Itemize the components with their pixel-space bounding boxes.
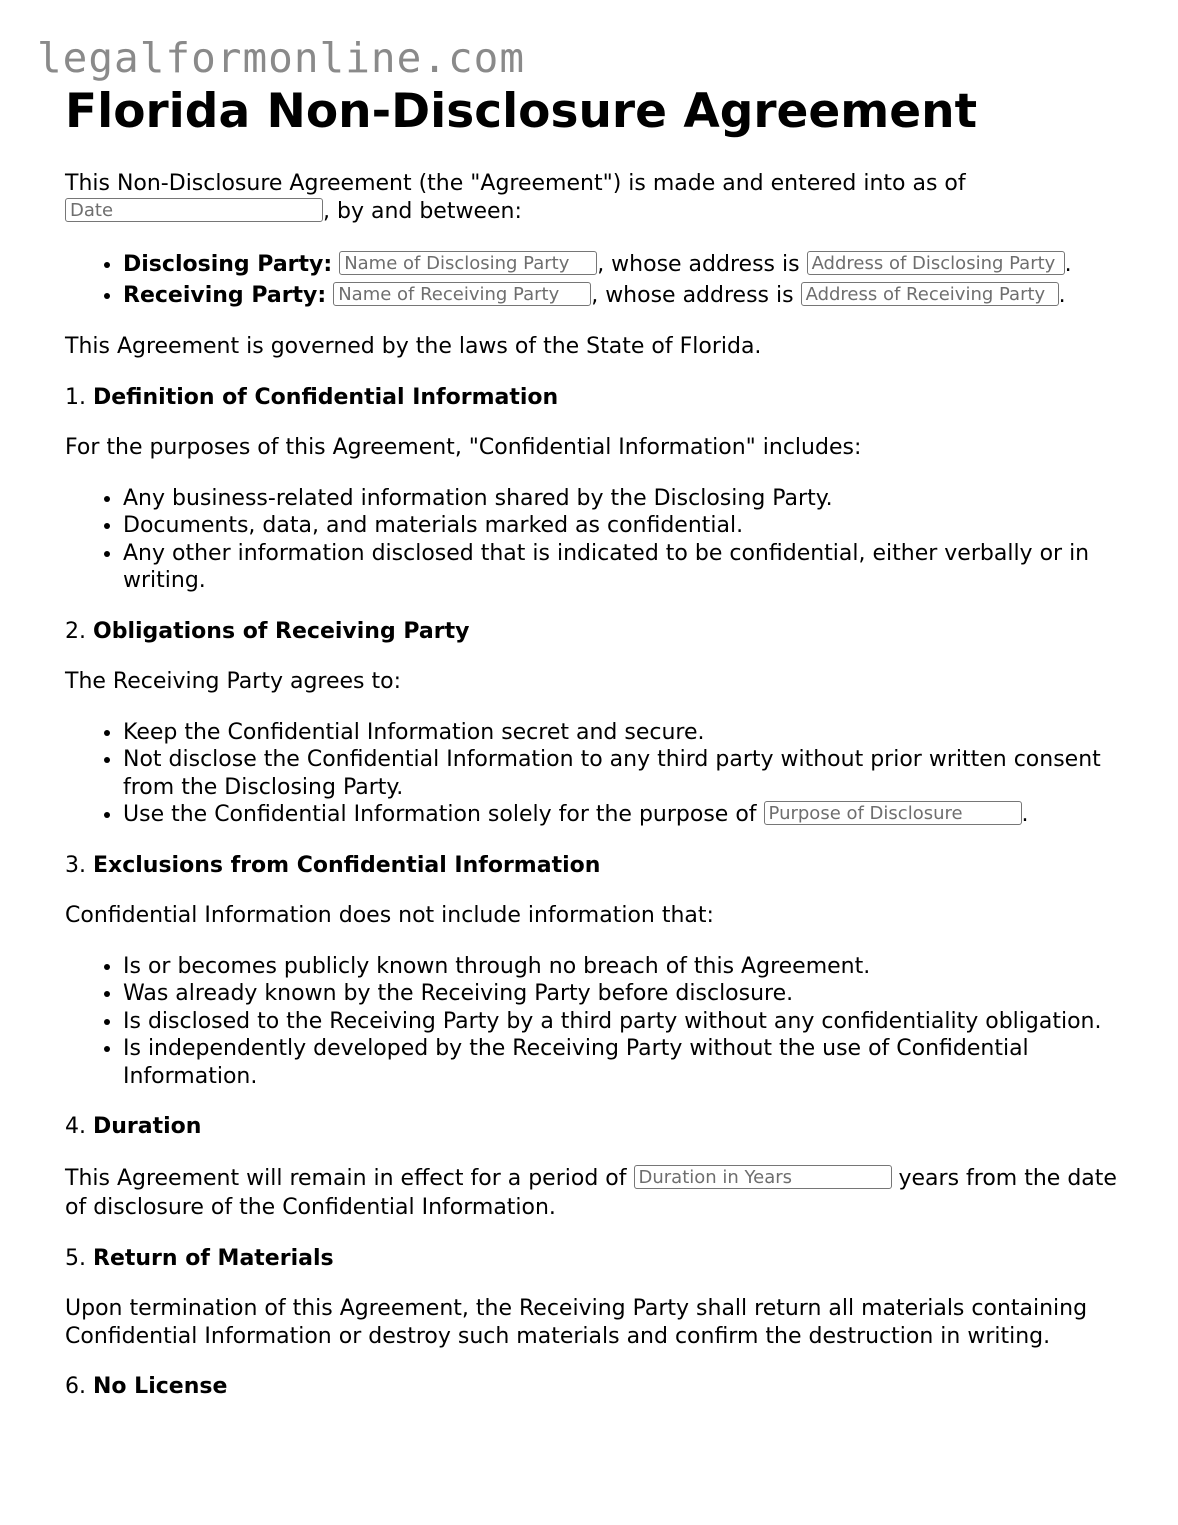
punctuation: . — [1058, 283, 1066, 308]
purpose-text: Use the Confidential Information solely for the purpose of — [123, 802, 757, 827]
watermark: legalformonline.com — [37, 34, 525, 82]
section-2-heading — [65, 618, 1125, 646]
governing-law: This Agreement is governed by the laws of the State of Florida. — [65, 334, 762, 359]
section-2-body: The Receiving Party agrees to: — [65, 669, 401, 694]
disclosing-party-label: Disclosing Party: — [123, 252, 333, 277]
receiving-party-label: Receiving Party: — [123, 283, 327, 308]
duration-in-years-field[interactable]: Duration in Years — [634, 1165, 892, 1189]
list-item — [123, 280, 1125, 311]
section-number: 5. — [65, 1245, 86, 1271]
list-item: • Any business-related information shared by the Disclosing Party. — [123, 485, 1125, 513]
intro-text: This Non-Disclosure Agreement (the "Agreement") is made and entered into as of — [65, 171, 966, 196]
section-3-heading — [65, 852, 1125, 880]
section-5-heading — [65, 1245, 1125, 1273]
address-connector: , whose address is — [597, 252, 800, 277]
list-item — [123, 249, 1125, 280]
page-title: Florida Non-Disclosure Agreement — [65, 84, 978, 139]
section-4-body — [65, 1164, 1125, 1222]
receiving-party-address-field[interactable]: Address of Receiving Party — [801, 282, 1059, 306]
section-1-body: For the purposes of this Agreement, "Confidential Information" includes: — [65, 435, 862, 460]
section-1-heading — [65, 384, 1125, 412]
section-title: Obligations of Receiving Party — [93, 618, 470, 644]
list-item: • Documents, data, and materials marked as confidential. — [123, 512, 1125, 540]
address-connector: , whose address is — [591, 283, 794, 308]
duration-text: This Agreement will remain in effect for a period of — [65, 1165, 627, 1191]
section-3-body: Confidential Information does not include information that: — [65, 903, 714, 928]
disclosing-party-address-field[interactable]: Address of Disclosing Party — [807, 251, 1065, 275]
list-item: • Not disclose the Confidential Information to any third party without prior written consent from the Disclosing Party. — [123, 746, 1125, 801]
section-title: Duration — [93, 1114, 202, 1139]
punctuation: . — [1021, 802, 1029, 827]
section-number: 1. — [65, 384, 86, 410]
document-body — [65, 84, 1125, 1401]
section-6-heading — [65, 1373, 1125, 1401]
section-5-body: Upon termination of this Agreement, the Receiving Party shall return all materials containing Confidential Information or destroy such materials and confirm the destruction in writing. — [65, 1296, 1088, 1349]
punctuation: . — [1064, 252, 1072, 277]
disclosing-party-name-field[interactable]: Name of Disclosing Party — [339, 251, 597, 275]
date-field[interactable]: Date — [65, 198, 323, 222]
intro-suffix: , by and between: — [323, 198, 522, 224]
list-item: • Is or becomes publicly known through no breach of this Agreement. — [123, 953, 1125, 981]
intro-paragraph — [65, 170, 1125, 225]
list-item: • Keep the Confidential Information secret and secure. — [123, 719, 1125, 747]
section-2-list — [65, 719, 1125, 829]
section-number: 2. — [65, 618, 86, 644]
list-item: • Is disclosed to the Receiving Party by a third party without any confidentiality obligation. — [123, 1008, 1125, 1036]
section-1-list — [65, 485, 1125, 595]
section-title: No License — [93, 1374, 228, 1399]
section-number: 6. — [65, 1374, 86, 1399]
section-3-list — [65, 953, 1125, 1091]
purpose-of-disclosure-field[interactable]: Purpose of Disclosure — [764, 801, 1022, 825]
parties-list — [65, 249, 1125, 311]
section-title: Exclusions from Confidential Information — [93, 852, 601, 878]
list-item: • Is independently developed by the Receiving Party without the use of Confidential Information. — [123, 1035, 1125, 1090]
list-item: • Any other information disclosed that is indicated to be confidential, either verbally or in writing. — [123, 540, 1125, 595]
section-4-heading — [65, 1113, 1125, 1141]
section-number: 4. — [65, 1114, 86, 1139]
list-item — [123, 801, 1125, 829]
section-title: Return of Materials — [93, 1245, 334, 1271]
section-number: 3. — [65, 852, 86, 878]
duration-suffix: years from the date of disclosure of the Confidential Information. — [65, 1165, 1117, 1220]
receiving-party-name-field[interactable]: Name of Receiving Party — [333, 282, 591, 306]
section-title: Definition of Confidential Information — [93, 384, 559, 410]
list-item: • Was already known by the Receiving Party before disclosure. — [123, 980, 1125, 1008]
